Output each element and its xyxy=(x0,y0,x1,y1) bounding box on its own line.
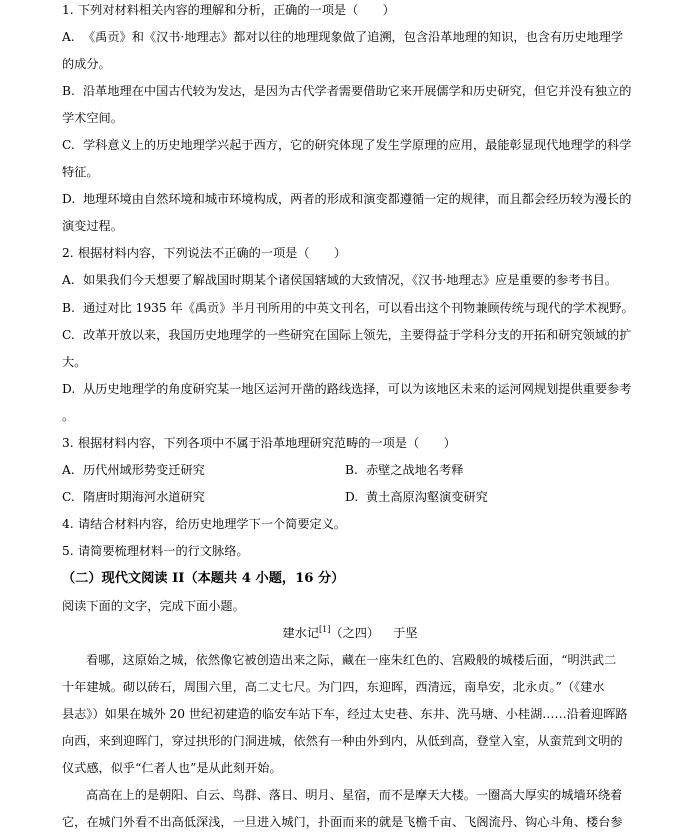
paragraph-2-line-1: 高高在上的是朝阳、白云、鸟群、落日、明月、星宿，而不是摩天大楼。一圈高大厚实的城墙环绕着 xyxy=(86,788,623,803)
option-label: A. xyxy=(62,273,75,288)
option-label: D. xyxy=(62,192,76,207)
option-label: C. xyxy=(62,137,75,152)
question-1-option-a-continued: 的成分。 xyxy=(62,56,111,71)
option-label: A. xyxy=(62,29,75,44)
question-3-option-a xyxy=(62,457,345,484)
question-text: 请结合材料内容，给历史地理学下一个简要定义。 xyxy=(78,517,347,532)
question-number: 4. xyxy=(62,517,74,532)
option-text: 赤壁之战地名考释 xyxy=(366,463,464,478)
question-text: 下列对材料相关内容的理解和分析，正确的一项是（ ） xyxy=(78,2,395,17)
passage-title: 建水记 xyxy=(282,625,320,640)
question-1-stem xyxy=(62,0,652,24)
question-text: 请简要梳理材料一的行文脉络。 xyxy=(78,544,249,559)
paragraph-1-line-1: 看哪，这原始之城，依然像它被创造出来之际，藏在一座朱红色的、宫殿般的城楼后面，“明洪武二 xyxy=(86,652,617,667)
question-5-stem xyxy=(62,538,652,565)
option-text: 通过对比 1935 年《禹贡》半月刊所用的中英文刊名，可以看出这个刊物兼顾传统与现代的学术视野。 xyxy=(83,300,634,315)
question-2-option-c xyxy=(62,322,652,349)
question-2-option-c-continued: 大。 xyxy=(62,354,87,369)
question-3-option-b xyxy=(345,457,628,484)
question-number: 2. xyxy=(62,246,74,261)
question-1-option-b xyxy=(62,78,652,105)
passage-title-line xyxy=(62,620,638,647)
question-number: 1. xyxy=(62,2,74,17)
passage-author: 于坚 xyxy=(393,625,418,640)
paragraph-1-line-4: 向西，来到迎晖门，穿过拱形的门洞进城，依然有一种由外到内，从低到高，登堂入室，从蛮荒到文明的 xyxy=(62,734,623,749)
paragraph-1-line-2: 十年建城。砌以砖石，周围六里，高二丈七尺。为门四，东迎晖，西清远，南阜安，北永贞。”（《建水 xyxy=(62,679,605,694)
question-1-option-d xyxy=(62,186,652,213)
option-text: 《禹贡》和《汉书·地理志》都对以往的地理现象做了追溯，包含沿革地理的知识，也含有历史地理学 xyxy=(83,29,624,44)
question-2-stem xyxy=(62,240,652,267)
question-text: 根据材料内容，下列说法不正确的一项是（ ） xyxy=(78,246,347,261)
option-text: 隋唐时期海河水道研究 xyxy=(83,490,205,505)
question-2-option-d xyxy=(62,376,652,403)
section-instruction: 阅读下面的文字，完成下面小题。 xyxy=(62,598,245,613)
footnote-marker: [1] xyxy=(319,624,331,634)
question-4-stem xyxy=(62,511,652,538)
question-number: 5. xyxy=(62,544,74,559)
option-label: D. xyxy=(62,381,76,396)
section-heading: （二）现代文阅读 II（本题共 4 小题，16 分） xyxy=(62,571,345,587)
option-label: D. xyxy=(345,490,359,505)
option-label: B. xyxy=(345,463,358,478)
question-3-option-d xyxy=(345,484,628,511)
option-label: C. xyxy=(62,490,75,505)
option-text: 地理环境由自然环境和城市环境构成，两者的形成和演变都遵循一定的规律，而且都会经历较为漫长的 xyxy=(83,192,632,207)
passage-subtitle: （之四） xyxy=(330,625,380,640)
paragraph-2-line-2: 它，在城门外看不出高低深浅，一旦进入城门，扑面而来的就是飞檐千亩、飞阁流丹、钩心斗角、楼台参 xyxy=(62,815,623,830)
question-3-options-row-2 xyxy=(62,484,652,511)
option-text: 从历史地理学的角度研究某一地区运河开凿的路线选择，可以为该地区未来的运河网规划提供重要参考 xyxy=(83,381,632,396)
option-label: A. xyxy=(62,463,75,478)
question-3-options-row-1 xyxy=(62,457,652,484)
question-1-option-b-continued: 学术空间。 xyxy=(62,110,123,125)
question-3-option-c xyxy=(62,484,345,511)
option-text: 黄土高原沟壑演变研究 xyxy=(366,490,488,505)
option-text: 改革开放以来，我国历史地理学的一些研究在国际上领先，主要得益于学科分支的开拓和研究领域的扩 xyxy=(83,327,632,342)
paragraph-1-line-5: 仪式感，似乎“仁者人也”是从此刻开始。 xyxy=(62,761,282,776)
question-1-option-d-continued: 演变过程。 xyxy=(62,219,123,234)
option-text: 如果我们今天想要了解战国时期某个诸侯国辖域的大致情况，《汉书·地理志》应是重要的参考书目。 xyxy=(83,273,618,288)
question-2-option-b xyxy=(62,295,652,322)
option-label: B. xyxy=(62,300,75,315)
option-label: C. xyxy=(62,327,75,342)
question-1-option-c xyxy=(62,132,652,159)
option-text: 沿革地理在中国古代较为发达，是因为古代学者需要借助它来开展儒学和历史研究，但它并没有独立的 xyxy=(83,83,632,98)
question-number: 3. xyxy=(62,436,74,450)
option-text: 学科意义上的历史地理学兴起于西方，它的研究体现了发生学原理的应用，最能彰显现代地理学的科学 xyxy=(83,137,632,152)
question-text: 根据材料内容，下列各项中不属于沿革地理研究范畴的一项是（ ） xyxy=(78,436,456,450)
exam-page xyxy=(62,0,652,836)
paragraph-1-line-3: 县志》）如果在城外 20 世纪初建造的临安车站下车，经过太史巷、东井、洗马塘、小桂湖……沿着迎晖路 xyxy=(62,706,628,721)
question-1-option-a xyxy=(62,24,652,51)
question-1-option-c-continued: 特征。 xyxy=(62,165,99,180)
question-2-option-d-continued: 。 xyxy=(62,408,75,423)
option-text: 历代州域形势变迁研究 xyxy=(83,463,205,478)
question-3-stem xyxy=(62,430,652,457)
question-2-option-a xyxy=(62,267,652,294)
option-label: B. xyxy=(62,83,75,98)
